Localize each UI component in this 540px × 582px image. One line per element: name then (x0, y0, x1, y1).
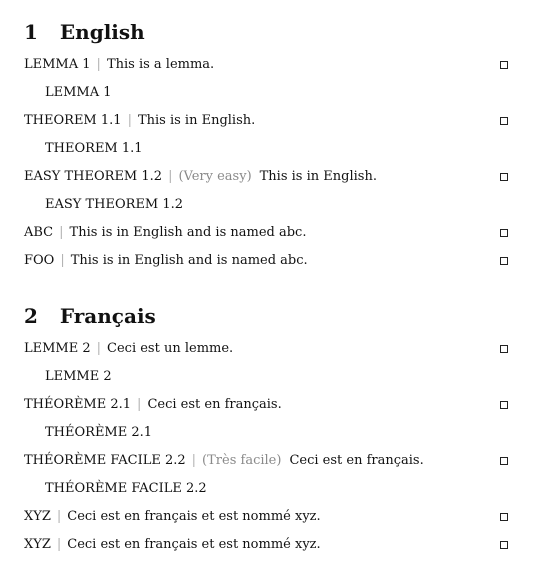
env-label: LEMME 2 (24, 341, 91, 356)
qed-square-icon (500, 117, 508, 125)
section-number: 2 (24, 304, 38, 328)
lemma-block (24, 55, 508, 75)
env-label: THEOREM 1.1 (24, 113, 122, 128)
xyz-block (24, 535, 508, 555)
theoreme-facile-block (24, 451, 508, 471)
qed-square-icon (500, 345, 508, 353)
env-label: ABC (24, 225, 54, 240)
env-text: Ceci est en français. (289, 453, 424, 468)
label-separator: | (60, 253, 65, 268)
section-heading-english (24, 20, 145, 44)
theoreme-block (24, 395, 508, 415)
qed-square-icon (500, 229, 508, 237)
section-number: 1 (24, 20, 38, 44)
env-text: Ceci est en français et est nommé xyz. (67, 537, 321, 552)
env-label: THÉORÈME FACILE 2.2 (24, 453, 186, 468)
label-separator: | (96, 57, 101, 72)
theorem-block (24, 111, 508, 131)
qed-square-icon (500, 257, 508, 265)
env-label: THÉORÈME 2.1 (45, 425, 153, 440)
restated-label (45, 479, 508, 499)
xyz-block (24, 507, 508, 527)
env-text: This is in English and is named abc. (69, 225, 307, 240)
env-note: (Very easy) (178, 169, 252, 184)
env-label: THÉORÈME 2.1 (24, 397, 132, 412)
label-separator: | (137, 397, 142, 412)
env-label: XYZ (24, 509, 51, 524)
label-separator: | (127, 113, 132, 128)
env-label: THÉORÈME FACILE 2.2 (45, 481, 207, 496)
restated-label (45, 83, 508, 103)
section-heading-francais (24, 304, 156, 328)
qed-square-icon (500, 173, 508, 181)
env-text: This is in English. (137, 113, 256, 128)
label-separator: | (168, 169, 173, 184)
qed-square-icon (500, 401, 508, 409)
restated-label (45, 367, 508, 387)
qed-square-icon (500, 457, 508, 465)
env-label: LEMME 2 (45, 369, 112, 384)
lemme-block (24, 339, 508, 359)
env-label: EASY THEOREM 1.2 (24, 169, 163, 184)
restated-label (45, 195, 508, 215)
env-text: This is a lemma. (106, 57, 215, 72)
env-label: LEMMA 1 (45, 85, 112, 100)
env-text: This is in English and is named abc. (70, 253, 308, 268)
label-separator: | (96, 341, 102, 356)
env-label: FOO (24, 253, 55, 268)
foo-block (24, 251, 508, 271)
env-label: THEOREM 1.1 (45, 141, 143, 156)
easy-theorem-block (24, 167, 508, 187)
label-separator: | (56, 537, 62, 552)
env-label: LEMMA 1 (24, 57, 91, 72)
section-title: Français (59, 304, 156, 328)
env-text: Ceci est en français et est nommé xyz. (67, 509, 321, 524)
restated-label (45, 139, 508, 159)
label-separator: | (56, 509, 62, 524)
section-title: English (59, 20, 145, 44)
env-text: Ceci est un lemme. (107, 341, 234, 356)
env-label: EASY THEOREM 1.2 (45, 197, 184, 212)
restated-label (45, 423, 508, 443)
qed-square-icon (500, 513, 508, 521)
env-label: XYZ (24, 537, 51, 552)
qed-square-icon (500, 61, 508, 69)
env-note: (Très facile) (202, 453, 282, 468)
qed-square-icon (500, 541, 508, 549)
label-separator: | (191, 453, 197, 468)
env-text: This is in English. (259, 169, 377, 184)
env-text: Ceci est en français. (147, 397, 282, 412)
abc-block (24, 223, 508, 243)
label-separator: | (59, 225, 64, 240)
